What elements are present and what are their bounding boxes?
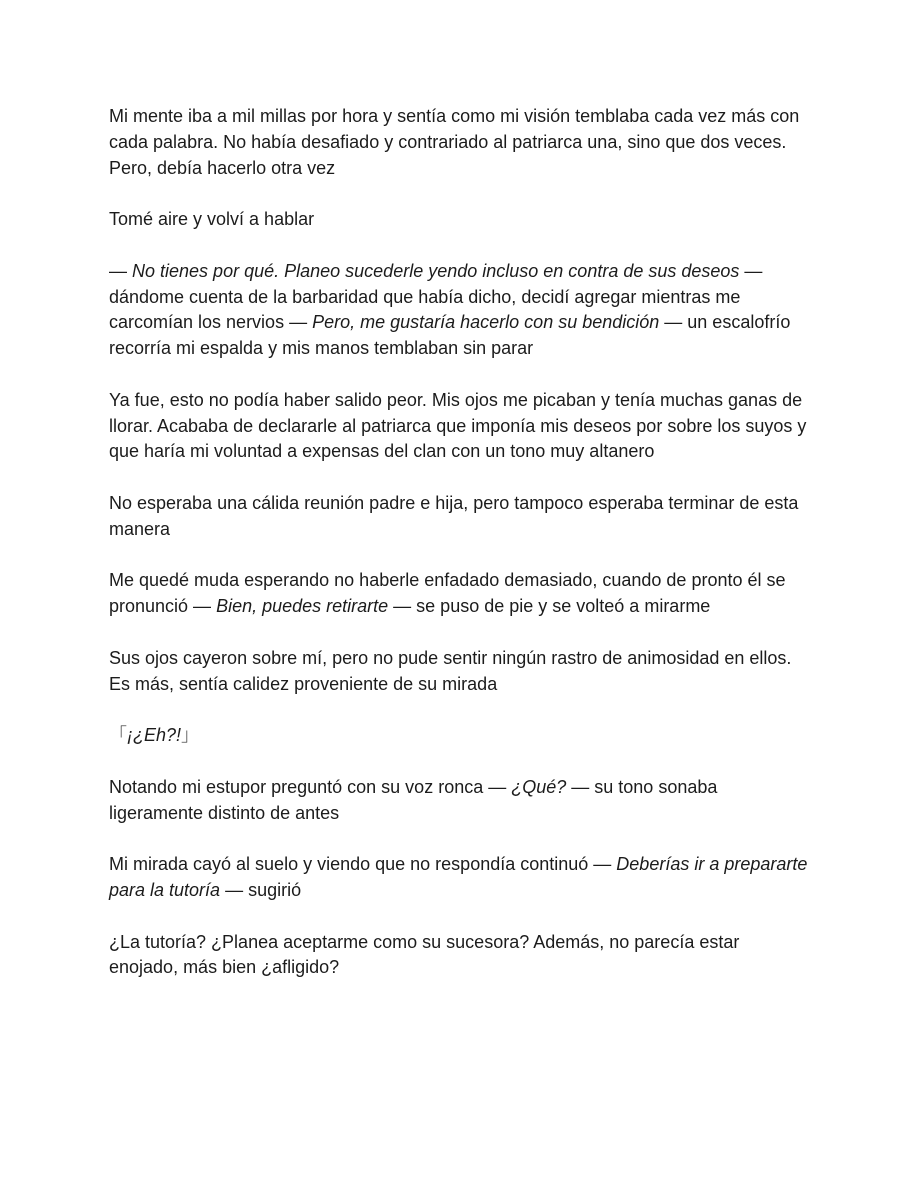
paragraph-5 <box>109 491 809 543</box>
dialogue-text: ¡¿Eh?! <box>127 725 182 746</box>
paragraph-text: Mi mente iba a mil millas por hora y sentía como mi visión temblaba cada vez más con cada palabra. No había desafiado y contrariado al patriarca una, sino que dos veces. Pero, debía hacerlo otra vez <box>109 106 800 178</box>
paragraph-2 <box>109 207 809 233</box>
paragraph-text: Tomé aire y volví a hablar <box>109 209 315 230</box>
paragraph-text: Ya fue, esto no podía haber salido peor. Mis ojos me picaban y tenía muchas ganas de llorar. Acababa de declararle al patriarca que imponía mis deseos por sobre los suyos y que haría mi voluntad a expensas del clan con un tono muy altanero <box>109 389 807 462</box>
narration-text: — un escalofrío recorría mi espalda y mis manos temblaban sin parar <box>109 312 791 359</box>
narration-text: Mi mirada cayó al suelo y viendo que no respondía continuó — <box>109 854 617 875</box>
narration-text: — se puso de pie y se volteó a mirarme <box>388 596 711 617</box>
document-page <box>109 104 809 1007</box>
paragraph-9 <box>109 775 809 827</box>
dialogue-text: ¿Qué? <box>511 776 567 797</box>
narration-text: — sugirió <box>220 879 302 900</box>
bracket-close: 」 <box>181 725 200 746</box>
narration-text: — <box>109 260 133 281</box>
dialogue-text: Deberías ir a prepararte para la tutoría <box>109 854 808 900</box>
paragraph-7 <box>109 646 809 698</box>
paragraph-text: No esperaba una cálida reunión padre e hija, pero tampoco esperaba terminar de esta manera <box>109 492 799 539</box>
narration-text: Notando mi estupor preguntó con su voz ronca — <box>109 776 512 797</box>
dialogue-text: Pero, me gustaría hacerlo con su bendición <box>312 312 660 333</box>
paragraph-4 <box>109 388 809 465</box>
narration-text: Me quedé muda esperando no haberle enfadado demasiado, cuando de pronto él se pronunció — <box>109 570 786 617</box>
dialogue-text: Bien, puedes retirarte <box>216 596 389 617</box>
bracket-open: 「 <box>109 725 127 746</box>
paragraph-1 <box>109 104 809 181</box>
narration-text: — dándome cuenta de la barbaridad que había dicho, decidí agregar mientras me carcomían los nervios — <box>109 260 763 333</box>
paragraph-3 <box>109 259 809 362</box>
paragraph-10 <box>109 852 809 904</box>
paragraph-11 <box>109 930 809 982</box>
paragraph-8 <box>109 723 809 749</box>
dialogue-text: No tienes por qué. Planeo sucederle yendo incluso en contra de sus deseos <box>132 260 740 281</box>
paragraph-text: Sus ojos cayeron sobre mí, pero no pude sentir ningún rastro de animosidad en ellos. Es más, sentía calidez proveniente de su mirada <box>109 647 792 694</box>
paragraph-6 <box>109 568 809 620</box>
paragraph-text: ¿La tutoría? ¿Planea aceptarme como su sucesora? Además, no parecía estar enojado, más bien ¿afligido? <box>109 931 740 978</box>
narration-text: — su tono sonaba ligeramente distinto de antes <box>109 776 718 823</box>
